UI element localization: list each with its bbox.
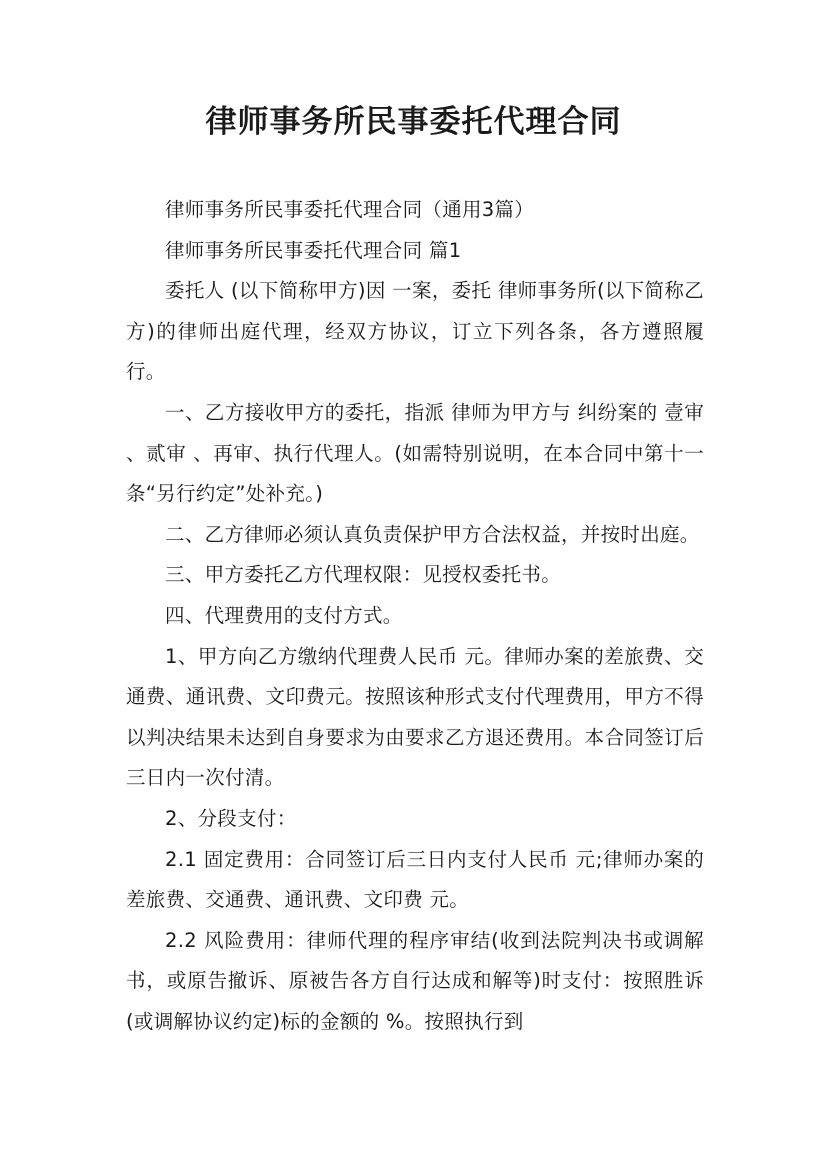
paragraph-clause-2: 二、乙方律师必须认真负责保护甲方合法权益，并按时出庭。 [165, 522, 700, 546]
paragraph-clause-4: 四、代理费用的支付方式。 [165, 603, 403, 627]
paragraph-payment-2-1: 2.1 固定费用：合同签订后三日内支付人民币 元;律师办案的差旅费、交通费、通讯费、文印费 元。 [126, 847, 704, 912]
paragraph-section-heading: 律师事务所民事委托代理合同 篇1 [165, 238, 462, 262]
paragraph-payment-2: 2、分段支付： [165, 806, 297, 830]
paragraph-payment-1: 1、甲方向乙方缴纳代理费人民币 元。律师办案的差旅费、交通费、通讯费、文印费元。按照该种形式支付代理费用，甲方不得以判决结果未达到自身要求为由要求乙方退还费用。本合同签订后三日内一次付清。 [126, 644, 704, 790]
document-body [126, 190, 704, 1042]
paragraph-clause-1: 一、乙方接收甲方的委托，指派 律师为甲方与 纠纷案的 壹审 、贰审 、再审、执行代理人。(如需特别说明，在本合同中第十一条“另行约定”处补充。) [126, 400, 704, 506]
paragraph-intro: 委托人 (以下简称甲方)因 一案，委托 律师事务所(以下简称乙方)的律师出庭代理，经双方协议，订立下列各条，各方遵照履行。 [126, 279, 704, 384]
paragraph-payment-2-2: 2.2 风险费用：律师代理的程序审结(收到法院判决书或调解书，或原告撤诉、原被告各方自行达成和解等)时支付：按照胜诉(或调解协议约定)标的金额的 %。按照执行到 [126, 928, 704, 1033]
paragraph-clause-3: 三、甲方委托乙方代理权限：见授权委托书。 [165, 563, 562, 587]
paragraph-subtitle: 律师事务所民事委托代理合同（通用3篇） [165, 198, 535, 221]
document-title: 律师事务所民事委托代理合同 [205, 104, 622, 140]
